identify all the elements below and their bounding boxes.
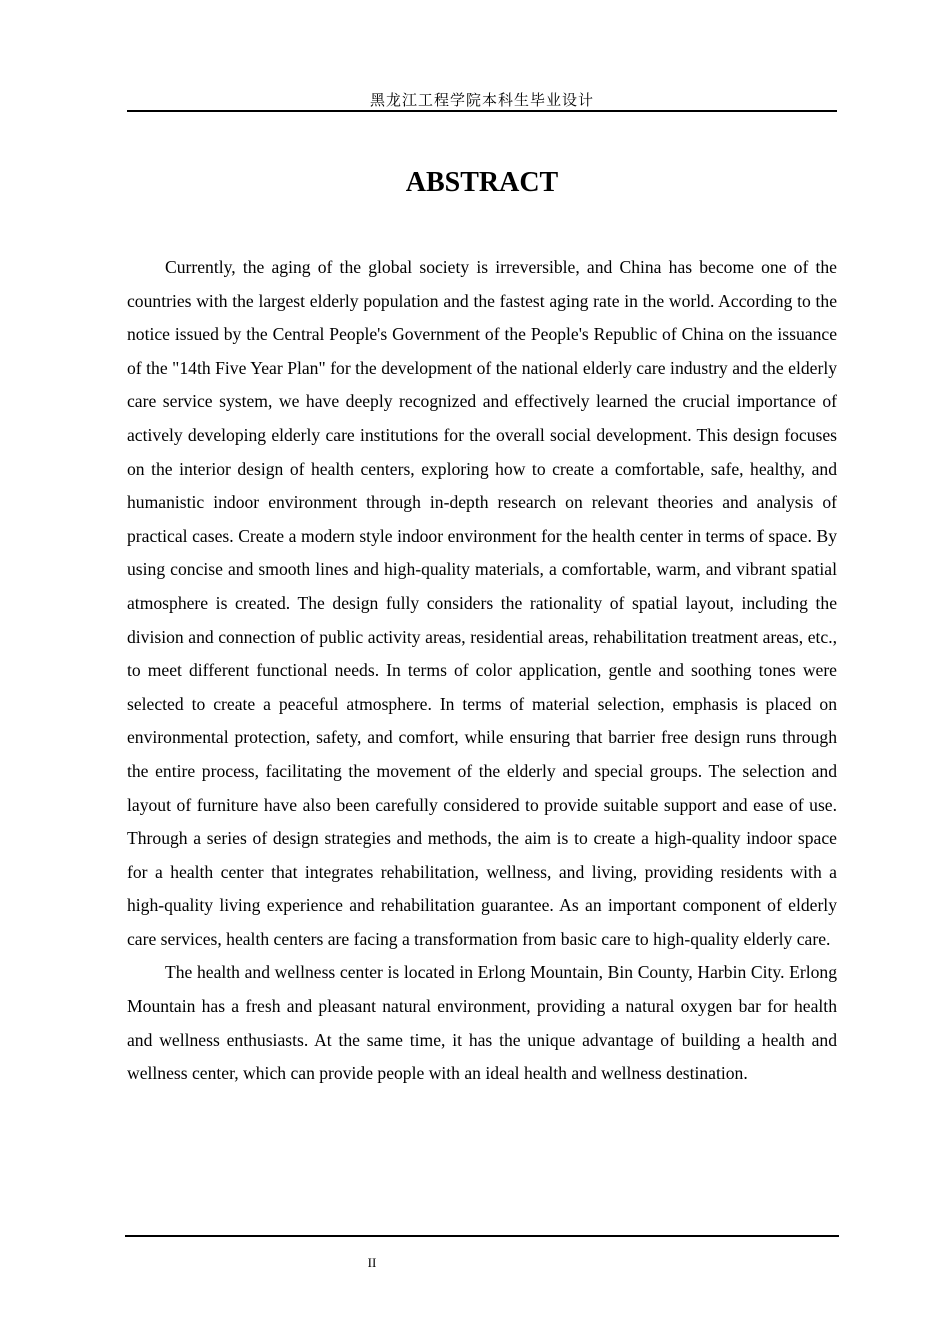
footer-divider	[125, 1235, 839, 1237]
abstract-paragraph: The health and wellness center is located in Erlong Mountain, Bin County, Harbin City. Erlong Mountain has a fresh and pleasant natural environment, providing a natural oxygen bar for health and wellness enthusiasts. At the same time, it has the unique advantage of building a health and wellness center, which can provide people with an ideal health and wellness destination.	[127, 962, 837, 1084]
page-title: ABSTRACT	[405, 167, 559, 198]
header-divider	[127, 110, 837, 112]
abstract-paragraph: Currently, the aging of the global society is irreversible, and China has become one of the countries with the largest elderly population and the fastest aging rate in the world. According to the notice issued by the Central People's Government of the People's Republic of China on the issuance of the "14th Five Year Plan" for the development of the national elderly care industry and the elderly care service system, we have deeply recognized and effectively learned the crucial importance of actively developing elderly care institutions for the overall social development. This design focuses on the interior design of health centers, exploring how to create a comfortable, safe, healthy, and humanistic indoor environment through in-depth research on relevant theories and analysis of practical cases. Create a modern style indoor environment for the health center in terms of space. By using concise and smooth lines and high-quality materials, a comfortable, warm, and vibrant spatial atmosphere is created. The design fully considers the rationality of spatial layout, including the division and connection of public activity areas, residential areas, rehabilitation treatment areas, etc., to meet different functional needs. In terms of color application, gentle and soothing tones were selected to create a peaceful atmosphere. In terms of material selection, emphasis is placed on environmental protection, safety, and comfort, while ensuring that barrier free design runs through the entire process, facilitating the movement of the elderly and special groups. The selection and layout of furniture have also been carefully considered to provide suitable support and ease of use. Through a series of design strategies and methods, the aim is to create a high-quality indoor space for a health center that integrates rehabilitation, wellness, and living, providing residents with a high-quality living experience and rehabilitation guarantee. As an important component of elderly care services, health centers are facing a transformation from basic care to high-quality elderly care.	[127, 257, 837, 949]
abstract-body	[127, 251, 837, 1091]
page-header: 黑龙江工程学院本科生毕业设计	[369, 91, 594, 109]
page-number: II	[367, 1255, 377, 1270]
